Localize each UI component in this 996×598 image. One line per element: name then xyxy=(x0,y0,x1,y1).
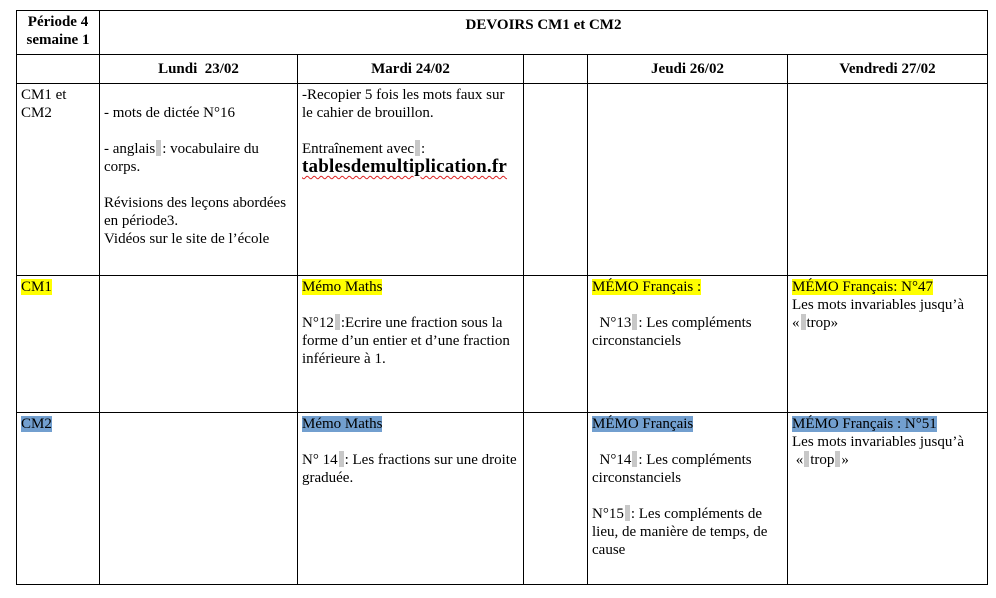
cm1-tuesday-task xyxy=(302,314,519,368)
empty-corner-cell xyxy=(17,55,100,84)
cm2-tuesday-number: N° 14 xyxy=(302,452,338,468)
row-label-all-line1: CM1 et xyxy=(21,87,67,103)
monday-dictation: - mots de dictée N°16 xyxy=(104,105,235,121)
edit-mark xyxy=(339,451,344,467)
monday-english-label: - anglais xyxy=(104,141,156,157)
cell-cm2-empty xyxy=(524,413,588,585)
homework-table xyxy=(16,10,988,585)
cm2-friday-quote-open: « xyxy=(795,452,804,468)
cell-cm1-thursday xyxy=(588,276,788,413)
cell-cm1-empty xyxy=(524,276,588,413)
cell-all-monday xyxy=(100,84,298,276)
cm1-friday-word xyxy=(792,314,983,332)
cm1-tuesday-number: N°12 xyxy=(302,315,334,331)
row-all-classes xyxy=(17,84,988,276)
edit-mark xyxy=(625,505,630,521)
edit-mark xyxy=(804,451,809,467)
monday-english xyxy=(104,140,293,176)
monday-english-detail: : vocabulaire du corps. xyxy=(104,141,259,175)
row-label-cm2-text: CM2 xyxy=(21,416,52,432)
cm2-tuesday-task xyxy=(302,451,519,487)
row-label-all-line2: CM2 xyxy=(21,105,52,121)
cm2-thursday-detail1: : Les compléments circonstanciels xyxy=(592,452,752,486)
day-friday: Vendredi 27/02 xyxy=(788,55,988,84)
cm1-tuesday-title: Mémo Maths xyxy=(302,279,383,295)
edit-mark xyxy=(835,451,840,467)
cm1-friday-word-text: trop» xyxy=(806,315,839,331)
period-cell xyxy=(17,11,100,55)
cell-cm2-thursday xyxy=(588,413,788,585)
day-tuesday: Mardi 24/02 xyxy=(298,55,524,84)
cell-cm1-monday xyxy=(100,276,298,413)
cell-all-empty xyxy=(524,84,588,276)
page-title: DEVOIRS CM1 et CM2 xyxy=(100,11,988,55)
edit-mark xyxy=(632,451,637,467)
cell-all-friday xyxy=(788,84,988,276)
cell-all-thursday xyxy=(588,84,788,276)
cm2-thursday-number1: N°14 xyxy=(599,452,632,468)
edit-mark xyxy=(801,314,806,330)
period-line1: Période 4 xyxy=(27,14,89,30)
cm2-friday-title: MÉMO Français : N°51 xyxy=(792,416,937,432)
cm1-thursday-task xyxy=(592,314,783,350)
monday-revision: Révisions des leçons abordées en période3. xyxy=(104,195,287,229)
cm1-friday-line: Les mots invariables jusqu’à xyxy=(792,297,965,313)
edit-mark xyxy=(415,140,420,156)
day-monday: Lundi 23/02 xyxy=(100,55,298,84)
edit-mark xyxy=(335,314,340,330)
cell-cm1-tuesday xyxy=(298,276,524,413)
cm1-friday-quote-open: « xyxy=(792,315,800,331)
cm2-thursday-number2: N°15 xyxy=(592,506,624,522)
cell-cm1-friday xyxy=(788,276,988,413)
cm2-tuesday-detail: : Les fractions sur une droite graduée. xyxy=(302,452,517,486)
edit-mark xyxy=(632,314,637,330)
cm2-thursday-task1 xyxy=(592,451,783,487)
tuesday-practice-label: Entraînement avec xyxy=(302,141,415,157)
empty-day-cell xyxy=(524,55,588,84)
period-line2: semaine 1 xyxy=(26,32,90,48)
tuesday-practice-colon: : xyxy=(421,141,426,157)
monday-videos: Vidéos sur le site de l’école xyxy=(104,231,270,247)
title-row xyxy=(17,11,988,55)
cell-all-tuesday xyxy=(298,84,524,276)
day-header-row xyxy=(17,55,988,84)
cell-cm2-monday xyxy=(100,413,298,585)
cm1-thursday-detail: : Les compléments circonstanciels xyxy=(592,315,752,349)
edit-mark xyxy=(156,140,161,156)
cm2-thursday-task2 xyxy=(592,505,783,559)
cm1-thursday-number: N°13 xyxy=(599,315,632,331)
cm2-thursday-detail2: : Les compléments de lieu, de manière de temps, de cause xyxy=(592,506,768,558)
cm2-tuesday-title: Mémo Maths xyxy=(302,416,383,432)
cm2-friday-word-text: trop xyxy=(810,452,835,468)
website-link[interactable]: tablesdemultiplication.fr xyxy=(302,156,508,177)
day-thursday: Jeudi 26/02 xyxy=(588,55,788,84)
cm2-friday-line: Les mots invariables jusqu’à xyxy=(792,434,965,450)
row-label-cm2 xyxy=(17,413,100,585)
cell-cm2-tuesday xyxy=(298,413,524,585)
cm2-thursday-title: MÉMO Français xyxy=(592,416,694,432)
row-label-all xyxy=(17,84,100,276)
cm2-friday-quote-close: » xyxy=(841,452,849,468)
cm1-tuesday-detail: :Ecrire une fraction sous la forme d’un entier et d’une fraction inférieure à 1. xyxy=(302,315,510,367)
tuesday-copy-words: -Recopier 5 fois les mots faux sur le cahier de brouillon. xyxy=(302,87,505,121)
row-cm1 xyxy=(17,276,988,413)
cell-cm2-friday xyxy=(788,413,988,585)
row-cm2 xyxy=(17,413,988,585)
cm1-friday-title: MÉMO Français: N°47 xyxy=(792,279,933,295)
cm1-thursday-title: MÉMO Français : xyxy=(592,279,702,295)
cm2-friday-word xyxy=(792,451,983,469)
row-label-cm1 xyxy=(17,276,100,413)
row-label-cm1-text: CM1 xyxy=(21,279,52,295)
